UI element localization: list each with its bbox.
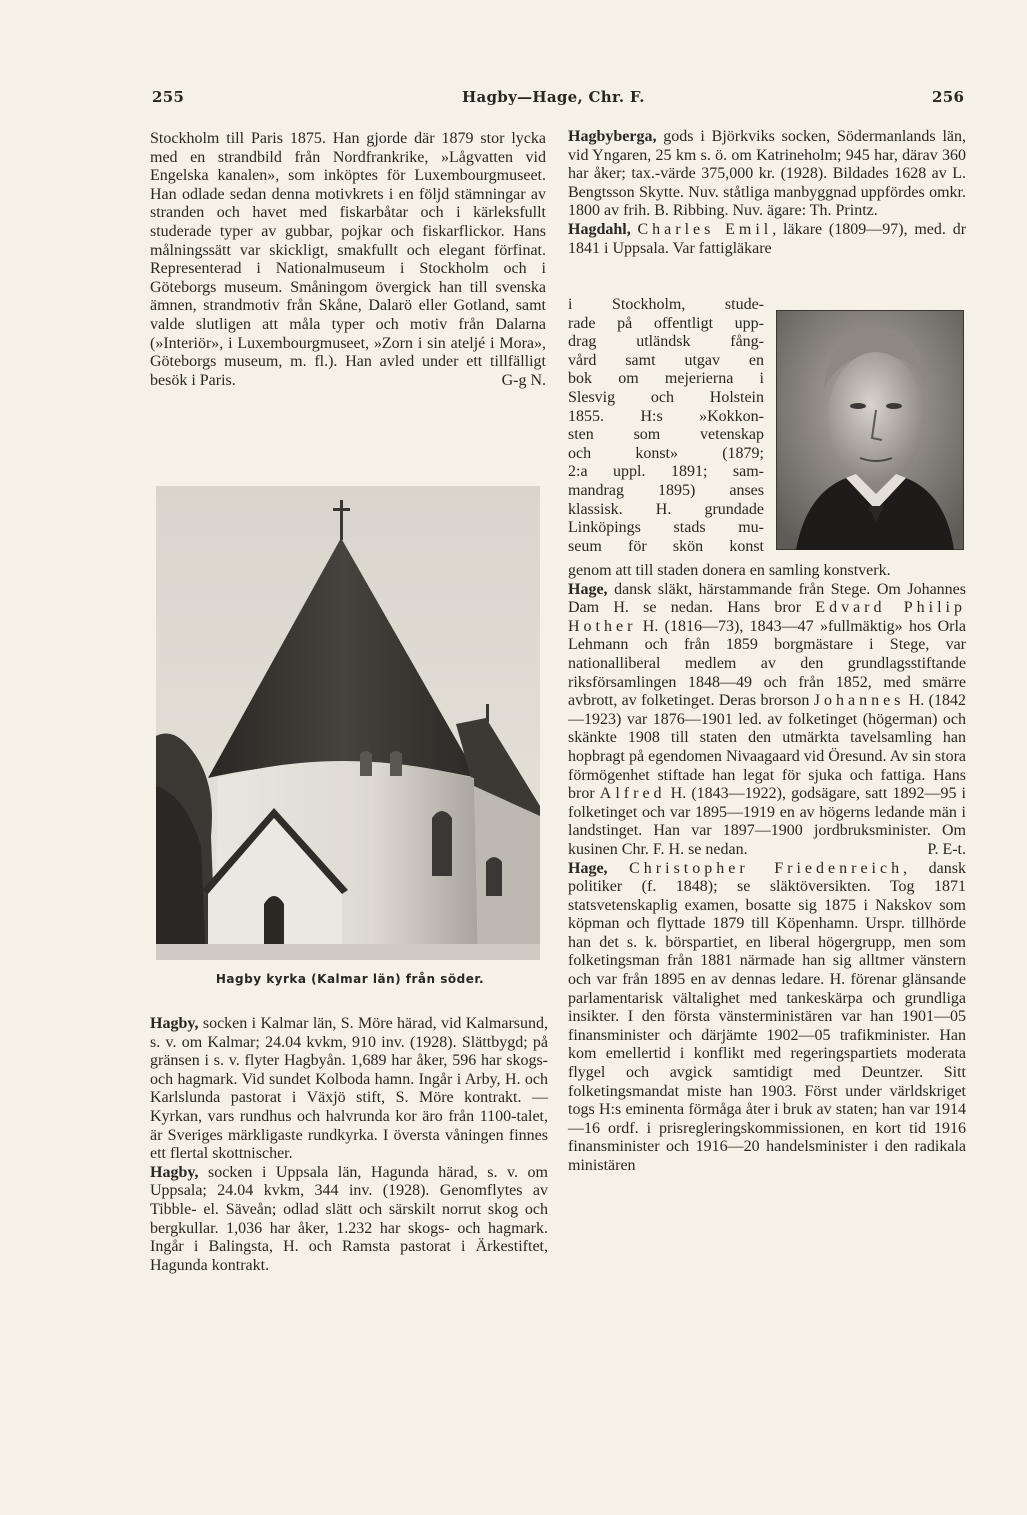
wrap-line: 1855. H:s »Kokkon-	[568, 407, 764, 425]
wrap-line: 2:a uppl. 1891; sam-	[568, 463, 764, 481]
entry-text: , läkare (1809—97), med. dr 1841 i Uppsala. Var fattigläkare	[568, 220, 967, 257]
article-continuation	[150, 130, 546, 390]
entry-text: socken i Kalmar län, S. Möre härad, vid Kalmarsund, s. v. om Kalmar; 24.04 kvkm, 910 inv. (1928). Slättbygd; på gränsen i s. v. flyter Hagbyån. 1,689 har åker, 596 har skogs- och hagmark. Vid sundet Kolboda hamn. Ingår i Arby, H. och Karlslunda pastorat i Växjö stift, S. Möre kontrakt. — Kyrkan, vars rundhus och halvrunda kor äro från 1100-talet, är Sveriges märkligaste rundkyrka. I översta våningen finnes ett flertal skottnischer.	[150, 1015, 548, 1163]
page-number-right: 256	[932, 88, 965, 106]
portrait-photo	[776, 310, 964, 550]
entry-headword: Hagby,	[150, 1015, 199, 1032]
entry-text: H. (1816—73), 1843—47 »fullmäktig» hos Orla Lehmann och från 1859 borgmästare i Stege, var nationalliberal medlem av den grundlagsstiftande riksförsamlingen 1848—49 och från 1852, med smärre avbrott, av folketinget. Deras brorson	[568, 617, 966, 710]
entry-text: H. (1842—1923) var 1876—1901 led. av folketinget (högerman) och skänkte 1908 till staten den utmärkta tavelsamling han hopbragt på egendomen Nivaagaard vid Öresund. Av sin stora förmögenhet stiftade han legat för sjuka och fattiga. Hans bror	[568, 692, 966, 803]
entry-hagdahl	[568, 221, 966, 258]
wrap-line: och konst» (1879;	[568, 444, 764, 462]
entry-headword: Hagbyberga,	[568, 128, 657, 145]
entry-headword: Hagby,	[150, 1163, 199, 1181]
church-photo	[156, 486, 540, 960]
wrap-line: drag utländsk fång-	[568, 333, 764, 351]
hagdahl-tail: genom att till staden donera en samling konstverk.	[568, 562, 891, 579]
entry-hage-chr	[568, 860, 966, 1176]
entry-person-name: Charles Emil	[637, 220, 773, 238]
entry-headword: Hagdahl,	[568, 220, 631, 238]
entry-text: , dansk politiker (f. 1848); se släktöversikten. Tog 1871 statsvetenskaplig examen, bosatte sig 1875 i Nakskov som köpman och flyttade 1879 till Köpenhamn. Urspr. tillhörde han det s. k. börspartiet, en liberal högergrupp, men som folketingsman från 1881 närmade han sig alltmer vänstern och var från 1895 en av dennas ledare. H. förenar glänsande parlamentarisk vältalighet med tankeskärpa och grundliga insikter. I den första vänsterministären var han 1901—05 finansminister och därjämte 1902—05 trafikminister. Han kom emellertid i konflikt med regeringspartiets moderata flygel och avgick samtidigt med Deuntzer. Sitt folketingsmandat miste han 1903. Först under världskriget togs H:s eminenta förmåga åter i bruk av staten; han var 1914—16 ordf. i prisregleringskommissionen, en kort tid 1916 finansminister och 1916—20 handelsminister i den radikala ministären	[568, 859, 967, 1174]
entry-person-name: Edvard Philip Hother	[568, 599, 966, 635]
wrap-line: bok om mejerierna i	[568, 370, 764, 388]
entry-headword: Hage,	[568, 859, 608, 877]
continuation-text: Stockholm till Paris 1875. Han gjorde där 1879 stor lycka med en strandbild från Nordfrankrike, »Lågvatten vid Engelska kanalen», som inköptes för Luxembourgmuseet. Han odlade sedan denna motivkrets i en följd stämningar av stranden och havet med fiskarbåtar och i kärleksfullt studerade typer av gubbar, pojkar och fiskarflickor. Hans målningssätt var skickligt, smakfullt och elegant förfinat. Representerad i Nationalmuseum i Stockholm och i Göteborgs museum. Småningom övergick han till svenska ämnen, strandmotiv från Skåne, Dalarö eller Gotland, samt valde slutligen att måla typer och motiv från Dalarna (»Interiör», i Luxembourgmuseet, »Zorn i sin ateljé i Mora», Göteborgs museum, m. fl.). Han avled under ett tillfälligt besök i Paris.	[150, 130, 546, 389]
entry-hagby-uppsala	[150, 1164, 548, 1276]
entry-hage-family	[568, 581, 966, 860]
entry-headword: Hage,	[568, 580, 608, 598]
entry-hagbyberga	[568, 128, 966, 221]
entry-text: socken i Uppsala län, Hagunda härad, s. v. om Uppsala; 24.04 kvkm, 344 inv. (1928). Genomflytes av Tibble- el. Säveån; odlad slätt och särskilt norrut skog och bergkullar. 1,036 har åker, 1.232 har skogs- och hagmark. Ingår i Balingsta, H. och Ramsta pastorat i Ärkestiftet, Hagunda kontrakt.	[150, 1163, 548, 1274]
entry-text: H. (1843—1922), godsägare, satt 1892—95 i folketinget och var 1895—1919 en av högerns ledande män i landstinget. Han var 1897—1900 jordbruksminister. Om kusinen Chr. F. H. se nedan.	[568, 785, 967, 858]
wrap-line: rade på offentligt upp-	[568, 314, 764, 332]
wrap-line: Slesvig och Holstein	[568, 388, 764, 406]
wrap-line: klassisk. H. grundade	[568, 500, 764, 518]
entry-hagby-kalmar	[150, 1015, 548, 1164]
wrap-line: sten som vetenskap	[568, 426, 764, 444]
entries-left-bottom	[150, 1015, 548, 1275]
church-photo-caption: Hagby kyrka (Kalmar län) från söder.	[215, 972, 485, 986]
entry-person-name: Alfred	[599, 785, 666, 803]
entry-text: gods i Björkviks socken, Södermanlands län, vid Yngaren, 25 km s. ö. om Katrineholm; 945 har, därav 360 har åker; tax.-värde 375,000 kr. (1928). Bildades 1628 av L. Bengtsson Skytte. Nuv. ståtliga manbyggnad uppfördes omkr. 1800 av frih. B. Ribbing. Nuv. ägare: Th. Printz.	[568, 128, 966, 220]
wrap-line: mandrag 1895) anses	[568, 481, 764, 499]
entries-right-bottom	[568, 562, 966, 1176]
author-signature: P. E-t.	[927, 840, 966, 858]
wrap-line: i Stockholm, stude-	[568, 296, 764, 313]
page-number-left: 255	[152, 88, 185, 106]
entry-person-name: Johannes	[813, 692, 905, 710]
wrap-line: seum för skön konst	[568, 537, 764, 555]
wrap-line: Linköpings stads mu-	[568, 519, 764, 537]
entry-text: dansk släkt, härstammande från Stege. Om Johannes Dam H. se nedan. Hans bror	[568, 580, 966, 617]
wrap-line: vård samt utgav en	[568, 351, 764, 369]
author-signature: G-g N.	[501, 371, 546, 389]
entry-person-name: Christopher Friedenreich	[629, 859, 904, 877]
hagdahl-wrapped-text	[568, 296, 764, 556]
entries-right-top	[568, 128, 966, 258]
running-header: Hagby—Hage, Chr. F.	[462, 88, 645, 106]
